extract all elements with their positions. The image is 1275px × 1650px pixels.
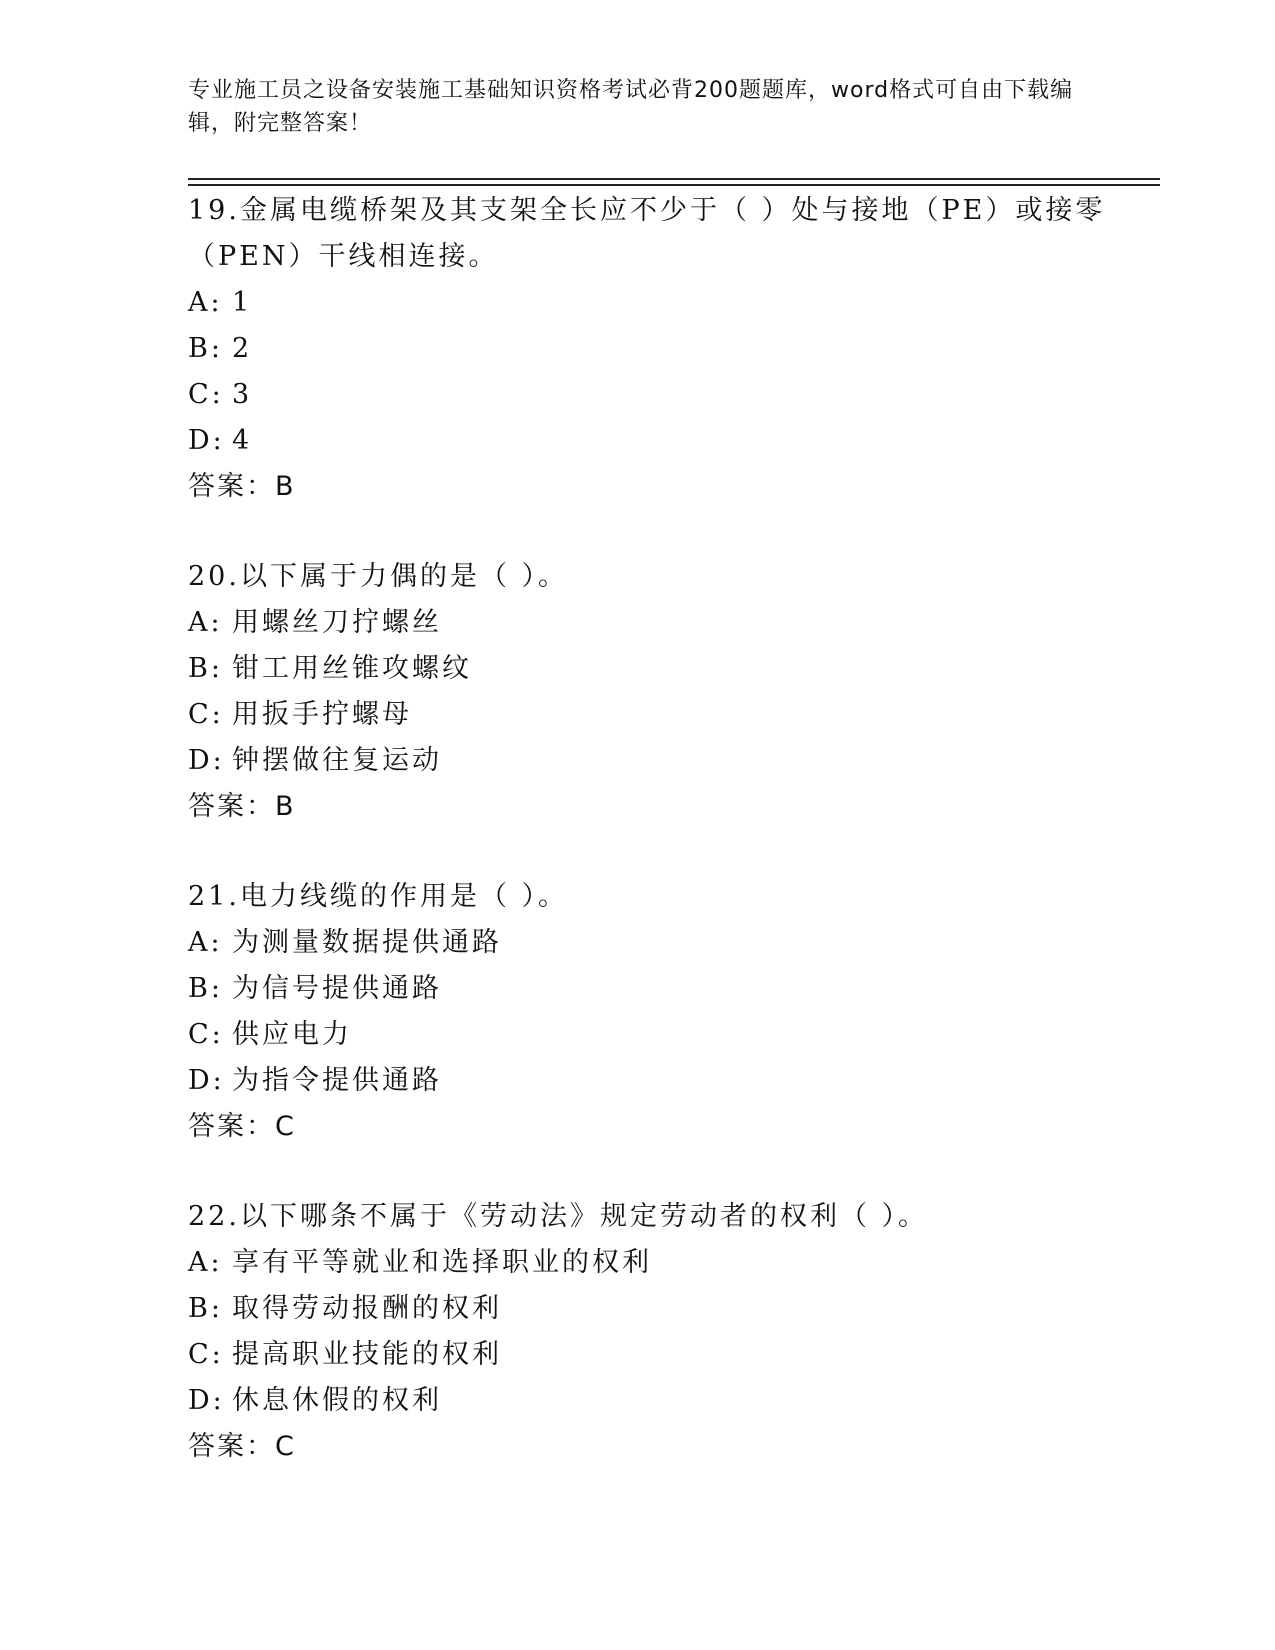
option-d [188, 738, 1128, 784]
option-text: 为信号提供通路 [232, 973, 442, 1004]
option-key: B: [188, 653, 223, 684]
option-key: C: [188, 1339, 224, 1370]
answer-line: 答案：C [188, 1431, 296, 1462]
question-stem: 20.以下属于力偶的是（ ）。 [188, 561, 569, 592]
option-key: B: [188, 333, 223, 364]
option-key: C: [188, 1019, 224, 1050]
option-key: B: [188, 1293, 223, 1324]
option-d [188, 1058, 1128, 1104]
question-stem: 19.金属电缆桥架及其支架全长应不少于（ ）处与接地（PE）或接零（PEN）干线相连接。 [188, 195, 1106, 272]
option-c [188, 1012, 1128, 1058]
option-text: 4 [232, 425, 253, 456]
option-b [188, 326, 1128, 372]
option-text: 提高职业技能的权利 [232, 1339, 502, 1370]
option-text: 1 [232, 287, 253, 318]
question-21 [188, 874, 1128, 1150]
option-text: 钳工用丝锥攻螺纹 [232, 653, 472, 684]
header-divider-bottom [188, 184, 1160, 186]
option-c [188, 1332, 1128, 1378]
option-b [188, 966, 1128, 1012]
option-key: A: [188, 287, 223, 318]
question-19 [188, 188, 1128, 510]
question-stem: 22.以下哪条不属于《劳动法》规定劳动者的权利（ ）。 [188, 1201, 929, 1232]
option-c [188, 372, 1128, 418]
option-a [188, 1240, 1128, 1286]
question-stem: 21.电力线缆的作用是（ ）。 [188, 881, 569, 912]
question-20 [188, 554, 1128, 830]
option-key: A: [188, 927, 223, 958]
option-key: D: [188, 1385, 225, 1416]
option-b [188, 646, 1128, 692]
option-key: D: [188, 1065, 225, 1096]
option-b [188, 1286, 1128, 1332]
header-divider-top [188, 178, 1160, 180]
option-text: 3 [232, 379, 253, 410]
option-a [188, 600, 1128, 646]
option-key: A: [188, 607, 223, 638]
option-text: 用扳手拧螺母 [232, 699, 412, 730]
option-text: 供应电力 [232, 1019, 352, 1050]
option-key: C: [188, 379, 224, 410]
option-text: 2 [232, 333, 253, 364]
answer-line: 答案：B [188, 791, 296, 822]
question-22 [188, 1194, 1128, 1470]
option-text: 钟摆做往复运动 [232, 745, 442, 776]
option-key: D: [188, 745, 225, 776]
option-text: 取得劳动报酬的权利 [232, 1293, 502, 1324]
option-key: A: [188, 1247, 223, 1278]
option-text: 享有平等就业和选择职业的权利 [232, 1247, 652, 1278]
option-a [188, 920, 1128, 966]
option-d [188, 1378, 1128, 1424]
option-a [188, 280, 1128, 326]
document-header: 专业施工员之设备安装施工基础知识资格考试必背200题题库，word格式可自由下载编辑，附完整答案！ [188, 78, 1074, 136]
answer-line: 答案：B [188, 471, 296, 502]
option-text: 为指令提供通路 [232, 1065, 442, 1096]
option-d [188, 418, 1128, 464]
option-key: C: [188, 699, 224, 730]
option-key: B: [188, 973, 223, 1004]
option-text: 休息休假的权利 [232, 1385, 442, 1416]
option-key: D: [188, 425, 225, 456]
option-text: 用螺丝刀拧螺丝 [232, 607, 442, 638]
option-c [188, 692, 1128, 738]
option-text: 为测量数据提供通路 [232, 927, 502, 958]
answer-line: 答案：C [188, 1111, 296, 1142]
